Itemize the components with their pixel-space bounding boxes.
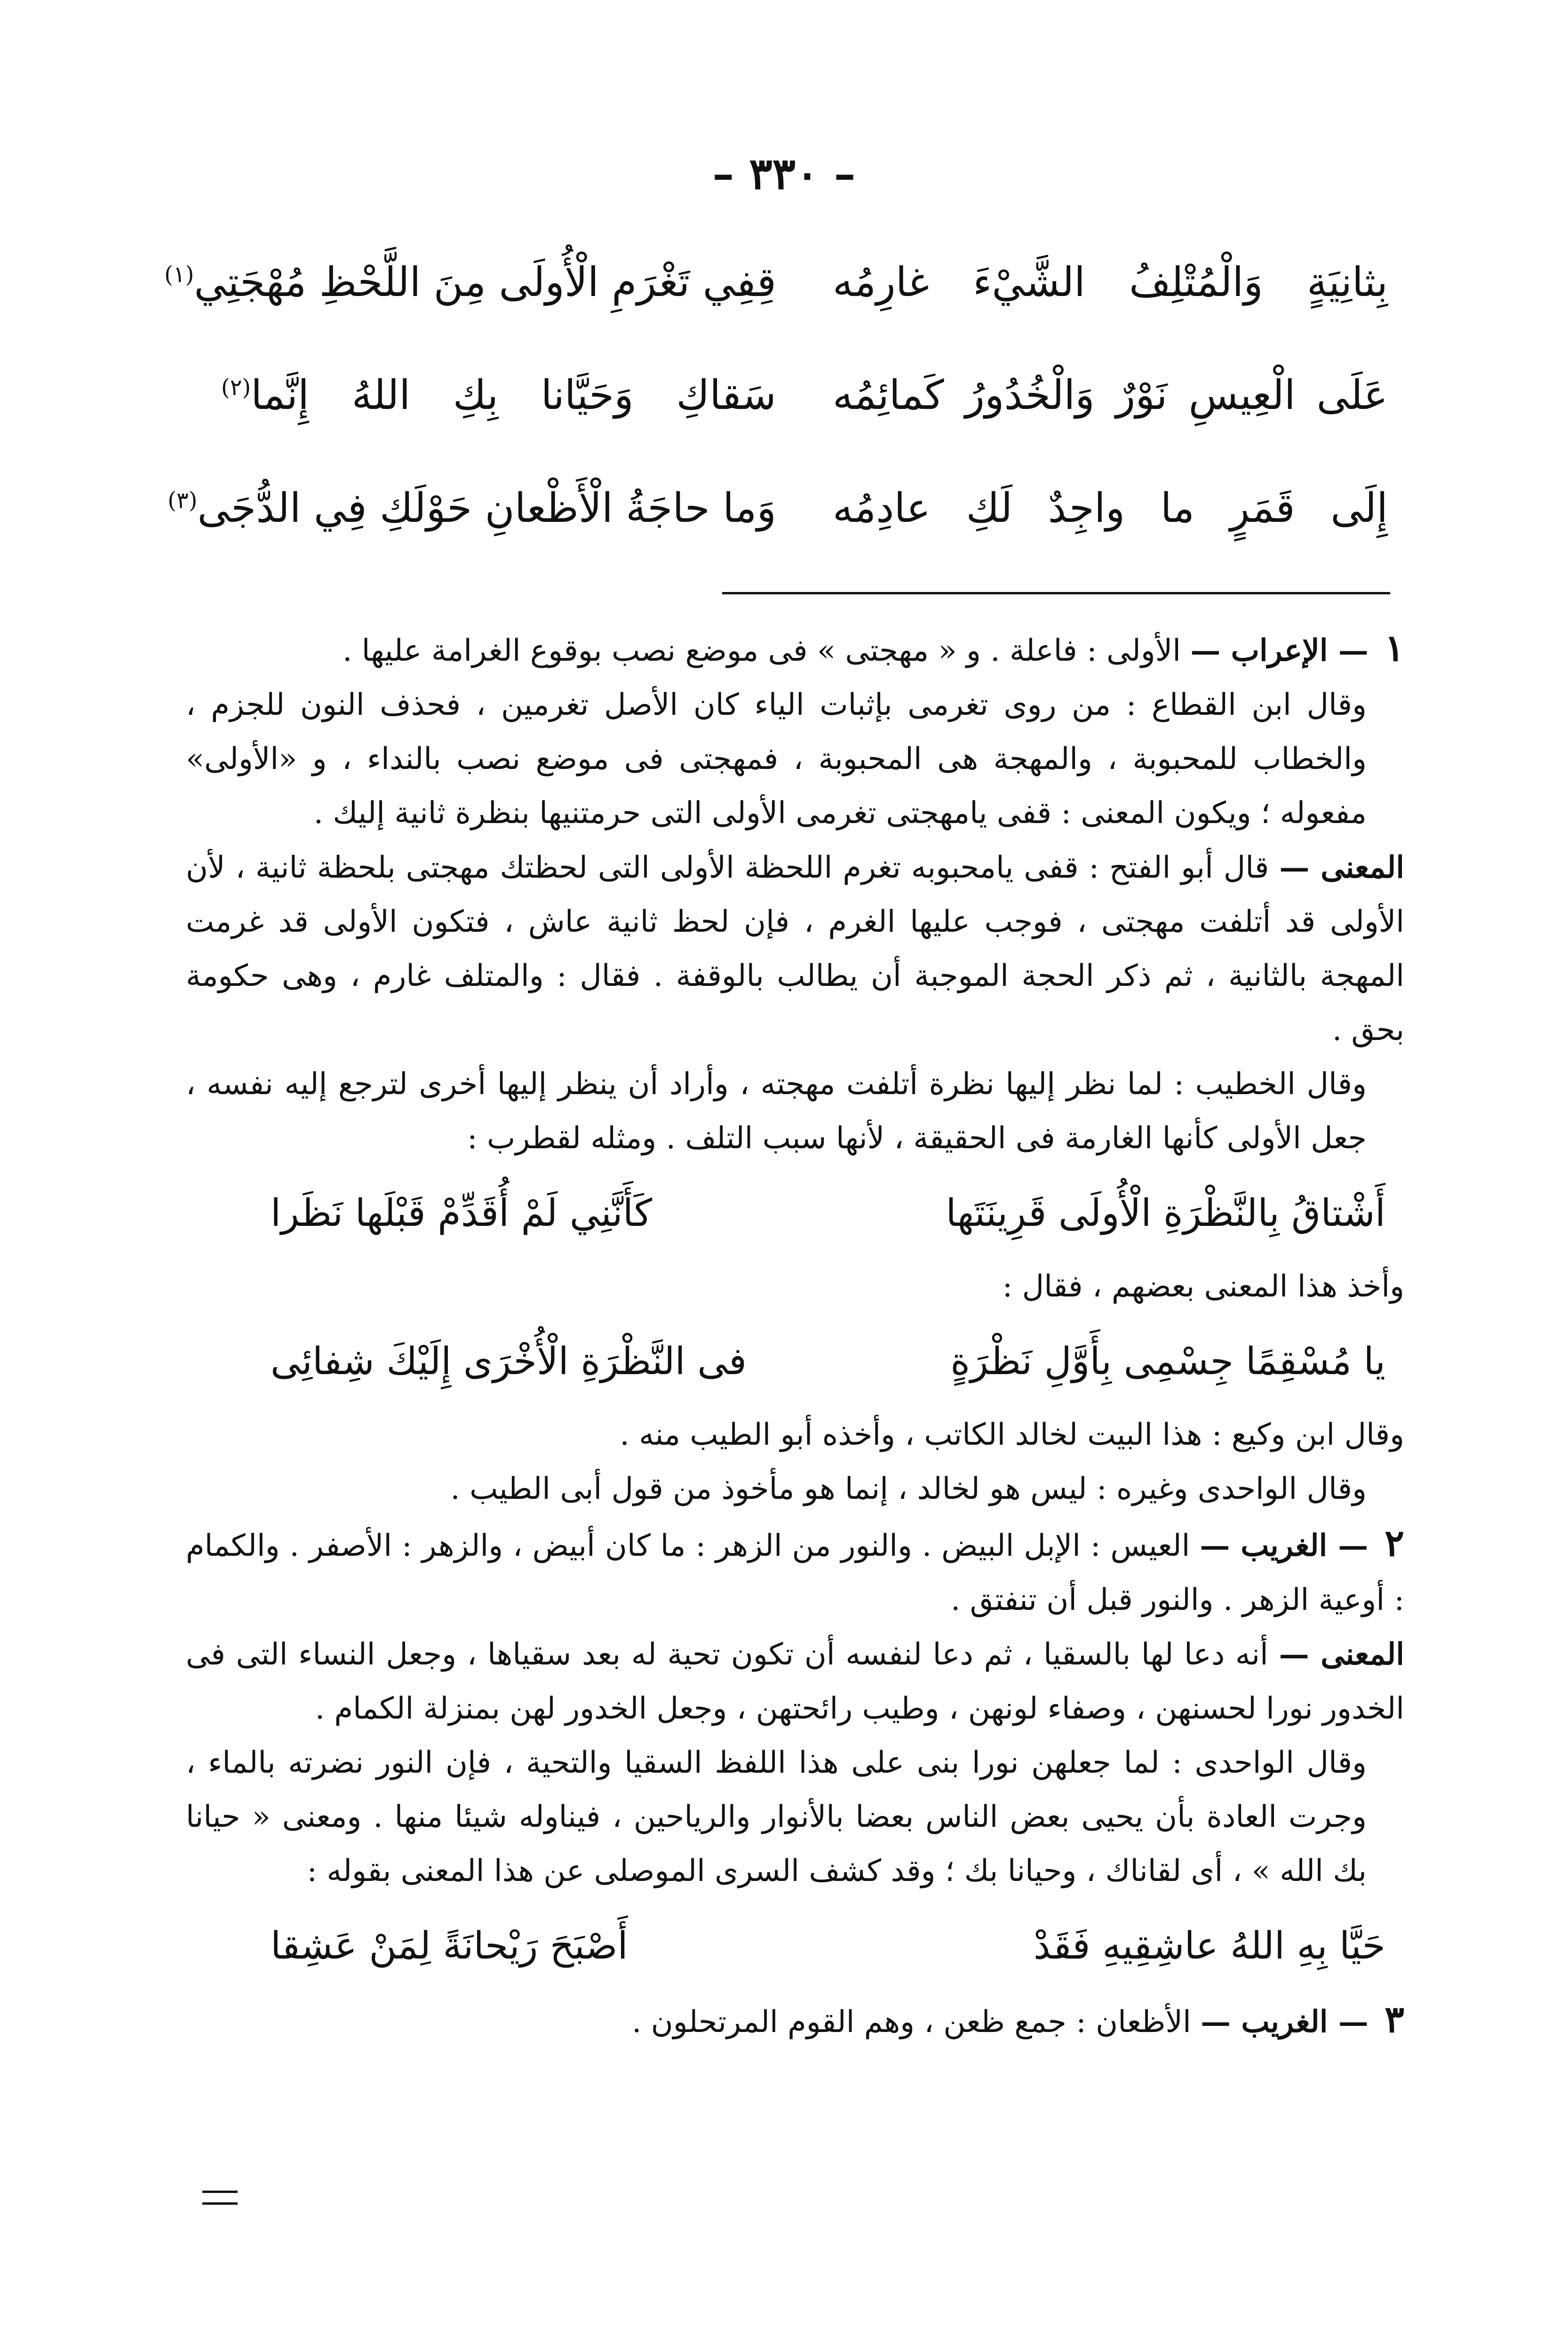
note-2-gharib-heading: — الغريب —	[1200, 1528, 1369, 1563]
note-1-irab-heading: — الإعراب —	[1190, 633, 1369, 668]
verse-1-footnote-mark: (١)	[164, 261, 194, 288]
note-1-ibn-wakee: وقال ابن وكيع : هذا البيت لخالد الكاتب ، وأخذه أبو الطيب منه .	[620, 1417, 1404, 1452]
verse-3-second-text: وَما حاجَةُ الْأَظْعانِ حَوْلَكِ فِي الدُّجَى	[197, 485, 776, 532]
note-2-meaning-heading: المعنى —	[1279, 1637, 1405, 1672]
note-2-quoted-verse-sari	[186, 1898, 1404, 1992]
note-1-quoted-verse-2	[186, 1314, 1404, 1408]
verse2-second-hemistich: يا مُسْقِمًا جِسْمِى بِأَوَّلِ نَظْرَةٍ	[950, 1339, 1385, 1383]
note-1-number: ١	[1385, 627, 1404, 670]
sari-second-hemistich: حَيَّا بِهِ اللهُ عاشِقِيهِ فَقَدْ	[1033, 1923, 1385, 1968]
note-3-gharib-heading: — الغريب —	[1201, 2004, 1369, 2040]
note-1-khatib: وقال الخطيب : لما نظر إليها نظرة أتلفت مهجته ، وأراد أن ينظر إليها أخرى لترجع إليه نفسه ، جعل الأولى كأنها الغارمة فى الحقيقة ، لأنها سبب التلف . ومثله لقطرب :	[186, 1067, 1367, 1156]
note-1-akhadh: وأخذ هذا المعنى بعضهم ، فقال :	[1002, 1269, 1404, 1304]
poem-verse-1	[164, 226, 1388, 339]
note-2-number: ٢	[1385, 1522, 1405, 1565]
verse-3-second-hemistich	[167, 485, 776, 532]
poem-verse-3	[167, 452, 1388, 565]
verse-2-second-text: سَقاكِ وَحَيَّانا بِكِ اللهُ إِنَّما	[251, 372, 776, 419]
note-3-gharib	[186, 1992, 1404, 2049]
page-end-mark	[202, 2191, 238, 2205]
note-1-meaning	[186, 840, 1404, 1057]
note-2-gharib	[186, 1516, 1404, 1627]
verse-2-footnote-mark: (٢)	[221, 374, 251, 401]
note-1-ibn-alqatta: وقال ابن القطاع : من روى تغرمى بإثبات الياء كان الأصل تغرمين ، فحذف النون للجزم ، والخطاب للمحبوبة ، والمهجة هى المحبوبة ، فمهجتى فى موضع نصب بالنداء ، و «الأولى» مفعوله ؛ ويكون المعنى : قفى يامهجتى تغرمى الأولى التى حرمتنيها بنظرة ثانية إليك .	[186, 688, 1367, 831]
note-2-meaning-text: أنه دعا لها بالسقيا ، ثم دعا لنفسه أن تكون تحية له بعد سقياها ، وجعل النساء التى فى الخدور نورا لحسنهن ، وصفاء لونهن ، وطيب رائحتهن ، وجعل الخدور لهن بمنزلة الكمام .	[186, 1637, 1404, 1726]
note-2-wahidi: وقال الواحدى : لما جعلهن نورا بنى على هذا اللفظ السقيا والتحية ، فإن النور نضرته بالماء ، وجرت العادة بأن يحيى بعض الناس بعضا بالأنوار والرياحين ، فيناوله شيئا منها . ومعنى « حيانا بك الله » ، أى لقاناك ، وحيانا بك ؛ وقد كشف السرى الموصلى عن هذا المعنى بقوله :	[186, 1745, 1367, 1888]
note-1-quoted-verse-qutrub	[186, 1166, 1404, 1260]
note-1-irab	[186, 621, 1404, 678]
commentary	[186, 621, 1404, 2049]
poem-verse-2	[221, 339, 1388, 452]
verse-3-first-hemistich: إِلَى قَمَرٍ ما واجِدٌ لَكِ عادِمُه	[833, 485, 1388, 532]
note-1-irab-text: الأولى : فاعلة . و « مهجتى » فى موضع نصب بوقوع الغرامة عليها .	[342, 633, 1181, 668]
sari-first-hemistich: أَصْبَحَ رَيْحانَةً لِمَنْ عَشِقا	[271, 1923, 628, 1968]
verse-1-second-hemistich	[164, 259, 776, 306]
verse-1-second-text: قِفِي تَغْرَمِ الْأُولَى مِنَ اللَّحْظِ مُهْجَتِي	[194, 259, 776, 306]
qutrub-second-hemistich: أَشْتاقُ بِالنَّظْرَةِ الْأُولَى قَرِينَتَها	[946, 1191, 1385, 1235]
verse-2-first-hemistich: عَلَى الْعِيسِ نَوْرٌ وَالْخُدُورُ كَمائِمُه	[833, 372, 1388, 419]
verse-1-first-hemistich: بِثانِيَةٍ وَالْمُتْلِفُ الشَّيْءَ غارِمُه	[833, 259, 1388, 306]
qutrub-first-hemistich: كَأَنَّنِي لَمْ أُقَدِّمْ قَبْلَها نَظَرا	[271, 1191, 653, 1235]
poem	[164, 226, 1388, 565]
note-1-meaning-text: قال أبو الفتح : قفى يامحبوبه تغرم اللحظة الأولى التى لحظتك مهجتى بلحظة ثانية ، لأن الأولى قد أتلفت مهجتى ، فوجب عليها الغرم ، فإن لحظ ثانية عاش ، فتكون الأولى قد غرمت المهجة بالثانية ، ثم ذكر الحجة الموجبة أن يطالب بالوقفة . فقال : والمتلف غارم ، وهى حكومة بحق .	[186, 850, 1405, 1048]
note-1-meaning-heading: المعنى —	[1279, 850, 1405, 885]
separator-rule	[722, 592, 1390, 594]
verse2-first-hemistich: فى النَّظْرَةِ الْأُخْرَى إِلَيْكَ شِفائِى	[271, 1339, 747, 1383]
note-3-number: ٣	[1385, 1998, 1404, 2041]
verse-3-footnote-mark: (٣)	[167, 487, 198, 514]
page-number: – ٣٣٠ –	[712, 148, 856, 199]
note-1-wahidi: وقال الواحدى وغيره : ليس هو لخالد ، إنما هو مأخوذ من قول أبى الطيب .	[450, 1472, 1367, 1506]
note-3-gharib-text: الأظعان : جمع ظعن ، وهم القوم المرتحلون .	[632, 2005, 1191, 2040]
verse-2-second-hemistich	[221, 372, 776, 419]
note-2-gharib-text: العيس : الإبل البيض . والنور من الزهر : ما كان أبيض ، والزهر : الأصفر . والكمام : أوعية الزهر . والنور قبل أن تنفتق .	[186, 1528, 1404, 1617]
note-2-meaning	[186, 1627, 1404, 1736]
